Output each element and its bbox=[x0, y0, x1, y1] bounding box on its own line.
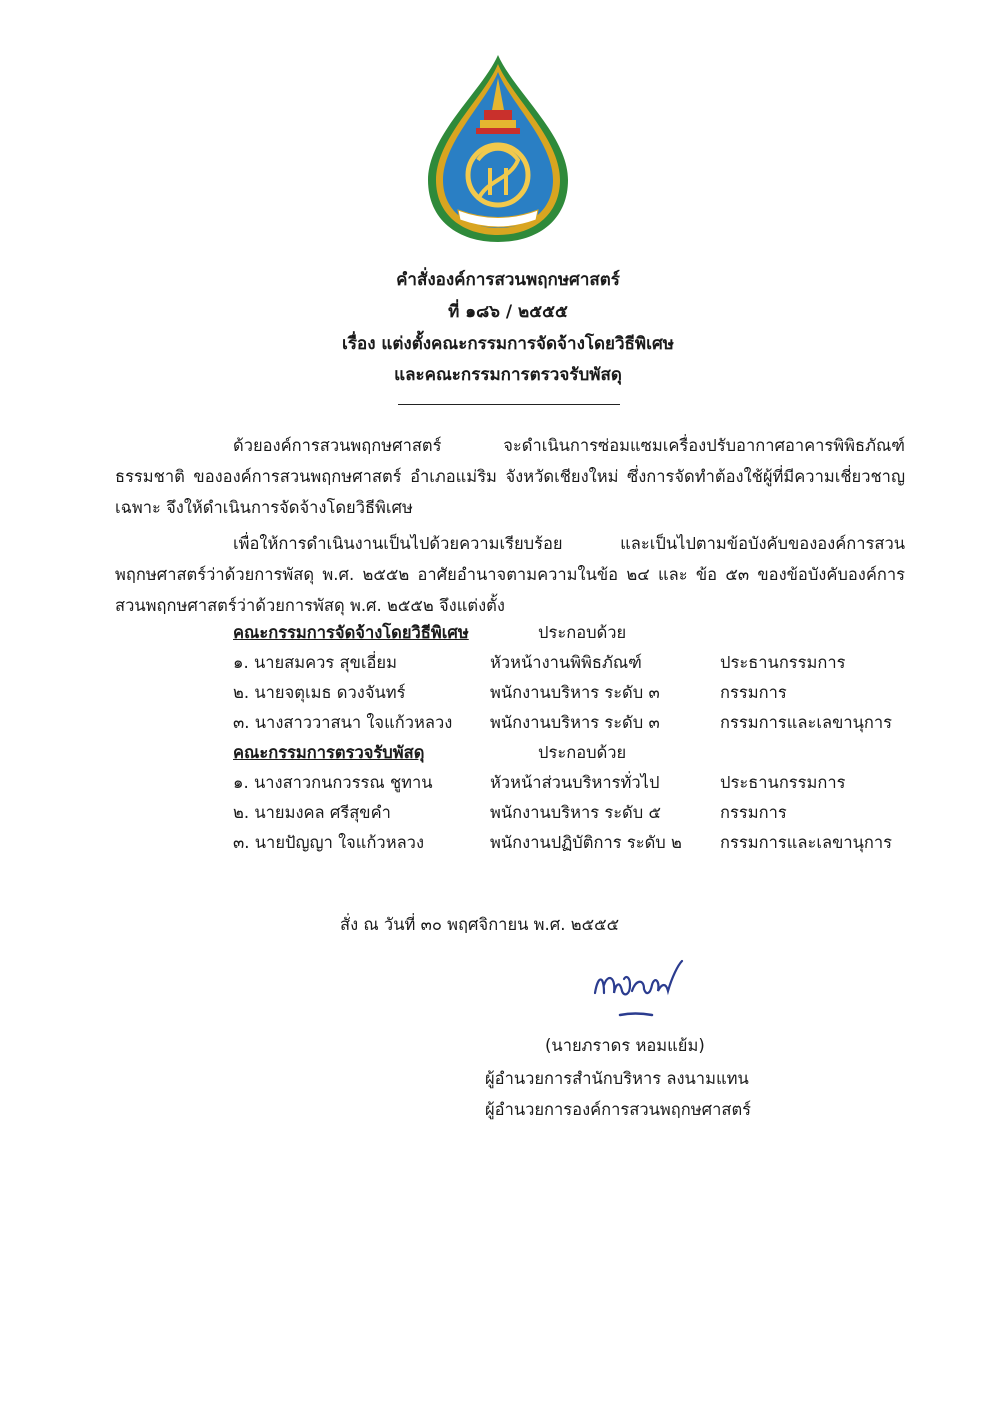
member-name: ๒. นายจตุเมธ ดวงจันทร์ bbox=[233, 683, 406, 702]
signatory-position: ผู้อำนวยการองค์การสวนพฤกษศาสตร์ bbox=[485, 1100, 752, 1119]
member-name: ๒. นายมงคล ศรีสุขคำ bbox=[233, 803, 391, 822]
organization-seal-logo bbox=[418, 50, 578, 245]
order-subject-cont: และคณะกรรมการตรวจรับพัสดุ bbox=[394, 365, 622, 385]
paragraph-1: ด้วยองค์การสวนพฤกษศาสตร์ จะดำเนินการซ่อมแซมเครื่องปรับอากาศอาคารพิพิธภัณฑ์ธรรมชาติ ขององค์การสวนพฤกษศาสตร์ อำเภอแม่ริม จังหวัดเชียงใหม่ ซึ่งการจัดทำต้องใช้ผู้ที่มีความเชี่ยวชาญเฉพาะ จึงให้ดำเนินการจัดจ้างโดยวิธีพิเศษ bbox=[115, 436, 905, 517]
member-position: หัวหน้างานพิพิธภัณฑ์ bbox=[490, 653, 642, 672]
member-position: พนักงานบริหาร ระดับ ๕ bbox=[490, 803, 661, 822]
order-heading: คำสั่งองค์การสวนพฤกษศาสตร์ bbox=[396, 270, 620, 290]
member-name: ๑. นางสาวกนกวรรณ ชูทาน bbox=[233, 773, 433, 792]
member-role: กรรมการ bbox=[720, 803, 787, 822]
member-name: ๑. นายสมควร สุขเอี่ยม bbox=[233, 653, 397, 672]
order-number: ที่ ๑๘๖ / ๒๕๕๕ bbox=[448, 302, 568, 322]
committee-consists: ประกอบด้วย bbox=[538, 743, 627, 762]
handwritten-signature bbox=[590, 955, 700, 1025]
header-divider bbox=[398, 404, 620, 405]
member-role: ประธานกรรมการ bbox=[720, 653, 846, 672]
member-position: พนักงานบริหาร ระดับ ๓ bbox=[490, 683, 660, 702]
member-role: กรรมการและเลขานุการ bbox=[720, 833, 893, 852]
signatory-name: (นายภราดร หอมแย้ม) bbox=[545, 1036, 705, 1055]
order-subject: เรื่อง แต่งตั้งคณะกรรมการจัดจ้างโดยวิธีพิเศษ bbox=[342, 334, 674, 354]
member-position: พนักงานปฏิบัติการ ระดับ ๒ bbox=[490, 833, 682, 852]
member-role: ประธานกรรมการ bbox=[720, 773, 846, 792]
paragraph-2: เพื่อให้การดำเนินงานเป็นไปด้วยความเรียบร้อย และเป็นไปตามข้อบังคับขององค์การสวนพฤกษศาสตร์ว่าด้วยการพัสดุ พ.ศ. ๒๕๕๒ อาศัยอำนาจตามความในข้อ ๒๔ และ ข้อ ๕๓ ของข้อบังคับองค์การสวนพฤกษศาสตร์ว่าด้วยการพัสดุ พ.ศ. ๒๕๕๒ จึงแต่งตั้ง bbox=[115, 534, 905, 615]
member-position: พนักงานบริหาร ระดับ ๓ bbox=[490, 713, 660, 732]
member-position: หัวหน้าส่วนบริหารทั่วไป bbox=[490, 773, 660, 792]
committee-consists: ประกอบด้วย bbox=[538, 623, 627, 642]
committee-title: คณะกรรมการจัดจ้างโดยวิธีพิเศษ bbox=[233, 623, 469, 642]
member-name: ๓. นางสาววาสนา ใจแก้วหลวง bbox=[233, 713, 453, 732]
member-role: กรรมการและเลขานุการ bbox=[720, 713, 893, 732]
signatory-position: ผู้อำนวยการสำนักบริหาร ลงนามแทน bbox=[485, 1069, 749, 1088]
member-name: ๓. นายปัญญา ใจแก้วหลวง bbox=[233, 833, 425, 852]
order-date: สั่ง ณ วันที่ ๓๐ พฤศจิกายน พ.ศ. ๒๕๕๕ bbox=[340, 915, 620, 934]
committee-title: คณะกรรมการตรวจรับพัสดุ bbox=[233, 743, 425, 762]
member-role: กรรมการ bbox=[720, 683, 787, 702]
